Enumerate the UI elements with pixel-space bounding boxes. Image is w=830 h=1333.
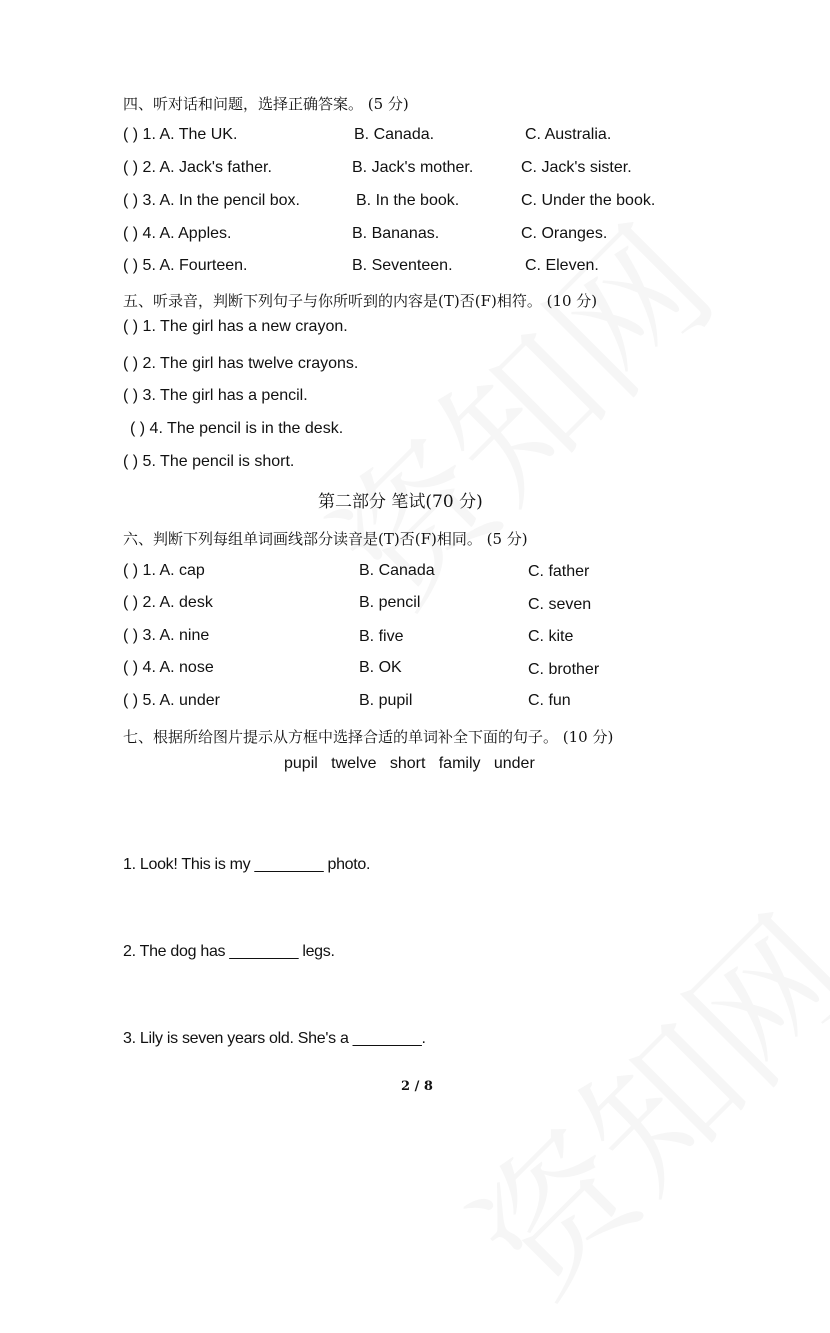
s6-row1-c: C. father <box>528 563 590 580</box>
section6-title: 六、判断下列每组单词画线部分读音是(T)否(F)相同。 (5 分) <box>123 530 528 548</box>
s4-q4-c: C. Oranges. <box>521 225 608 242</box>
s4-q5-c: C. Eleven. <box>525 257 599 274</box>
section5-title: 五、听录音，判断下列句子与你所听到的内容是(T)否(F)相符。 (10 分) <box>123 292 598 310</box>
s7-sentence-1: 1. Look! This is my ________ photo. <box>123 856 371 873</box>
s7-sentence-2: 2. The dog has ________ legs. <box>123 943 335 960</box>
s5-item-4: ( ) 4. The pencil is in the desk. <box>130 420 344 437</box>
s6-row5-a: ( ) 5. A. under <box>123 692 220 709</box>
s6-row3-c: C. kite <box>528 628 574 645</box>
watermark-bottom <box>420 863 830 1333</box>
s6-row2-c: C. seven <box>528 596 592 613</box>
s4-q3-b: B. In the book. <box>356 192 460 209</box>
s6-row3-b: B. five <box>359 628 404 645</box>
s6-row1-b: B. Canada <box>359 562 435 579</box>
s5-item-3: ( ) 3. The girl has a pencil. <box>123 387 308 404</box>
s4-q1-a: ( ) 1. A. The UK. <box>123 126 238 143</box>
s6-row1-a: ( ) 1. A. cap <box>123 562 205 579</box>
s4-q1-c: C. Australia. <box>525 126 612 143</box>
page-number: 2 / 8 <box>401 1079 433 1094</box>
s6-row3-a: ( ) 3. A. nine <box>123 627 210 644</box>
s4-q3-a: ( ) 3. A. In the pencil box. <box>123 192 300 209</box>
s4-q5-a: ( ) 5. A. Fourteen. <box>123 257 248 274</box>
watermark-top <box>280 173 751 644</box>
s4-q2-b: B. Jack's mother. <box>352 159 474 176</box>
s6-row4-a: ( ) 4. A. nose <box>123 659 214 676</box>
s6-row4-b: B. OK <box>359 659 402 676</box>
s4-q4-b: B. Bananas. <box>352 225 440 242</box>
part2-title: 第二部分 笔试(70 分) <box>318 492 483 512</box>
s4-q1-b: B. Canada. <box>354 126 435 143</box>
s4-q2-c: C. Jack's sister. <box>521 159 632 176</box>
s4-q5-b: B. Seventeen. <box>352 257 453 274</box>
s4-q2-a: ( ) 2. A. Jack's father. <box>123 159 272 176</box>
s5-item-1: ( ) 1. The girl has a new crayon. <box>123 318 348 335</box>
s5-item-2: ( ) 2. The girl has twelve crayons. <box>123 355 359 372</box>
s7-sentence-3: 3. Lily is seven years old. She's a ________. <box>123 1030 426 1047</box>
s6-row2-a: ( ) 2. A. desk <box>123 594 213 611</box>
section7-title: 七、根据所给图片提示从方框中选择合适的单词补全下面的句子。 (10 分) <box>123 728 614 746</box>
s6-row5-b: B. pupil <box>359 692 413 709</box>
s5-item-5: ( ) 5. The pencil is short. <box>123 453 295 470</box>
s6-row2-b: B. pencil <box>359 594 421 611</box>
section4-title: 四、听对话和问题，选择正确答案。 (5 分) <box>123 95 409 113</box>
s4-q3-c: C. Under the book. <box>521 192 656 209</box>
s6-row5-c: C. fun <box>528 692 571 709</box>
s6-row4-c: C. brother <box>528 661 600 678</box>
word-bank: pupil twelve short family under <box>284 755 535 772</box>
s4-q4-a: ( ) 4. A. Apples. <box>123 225 232 242</box>
